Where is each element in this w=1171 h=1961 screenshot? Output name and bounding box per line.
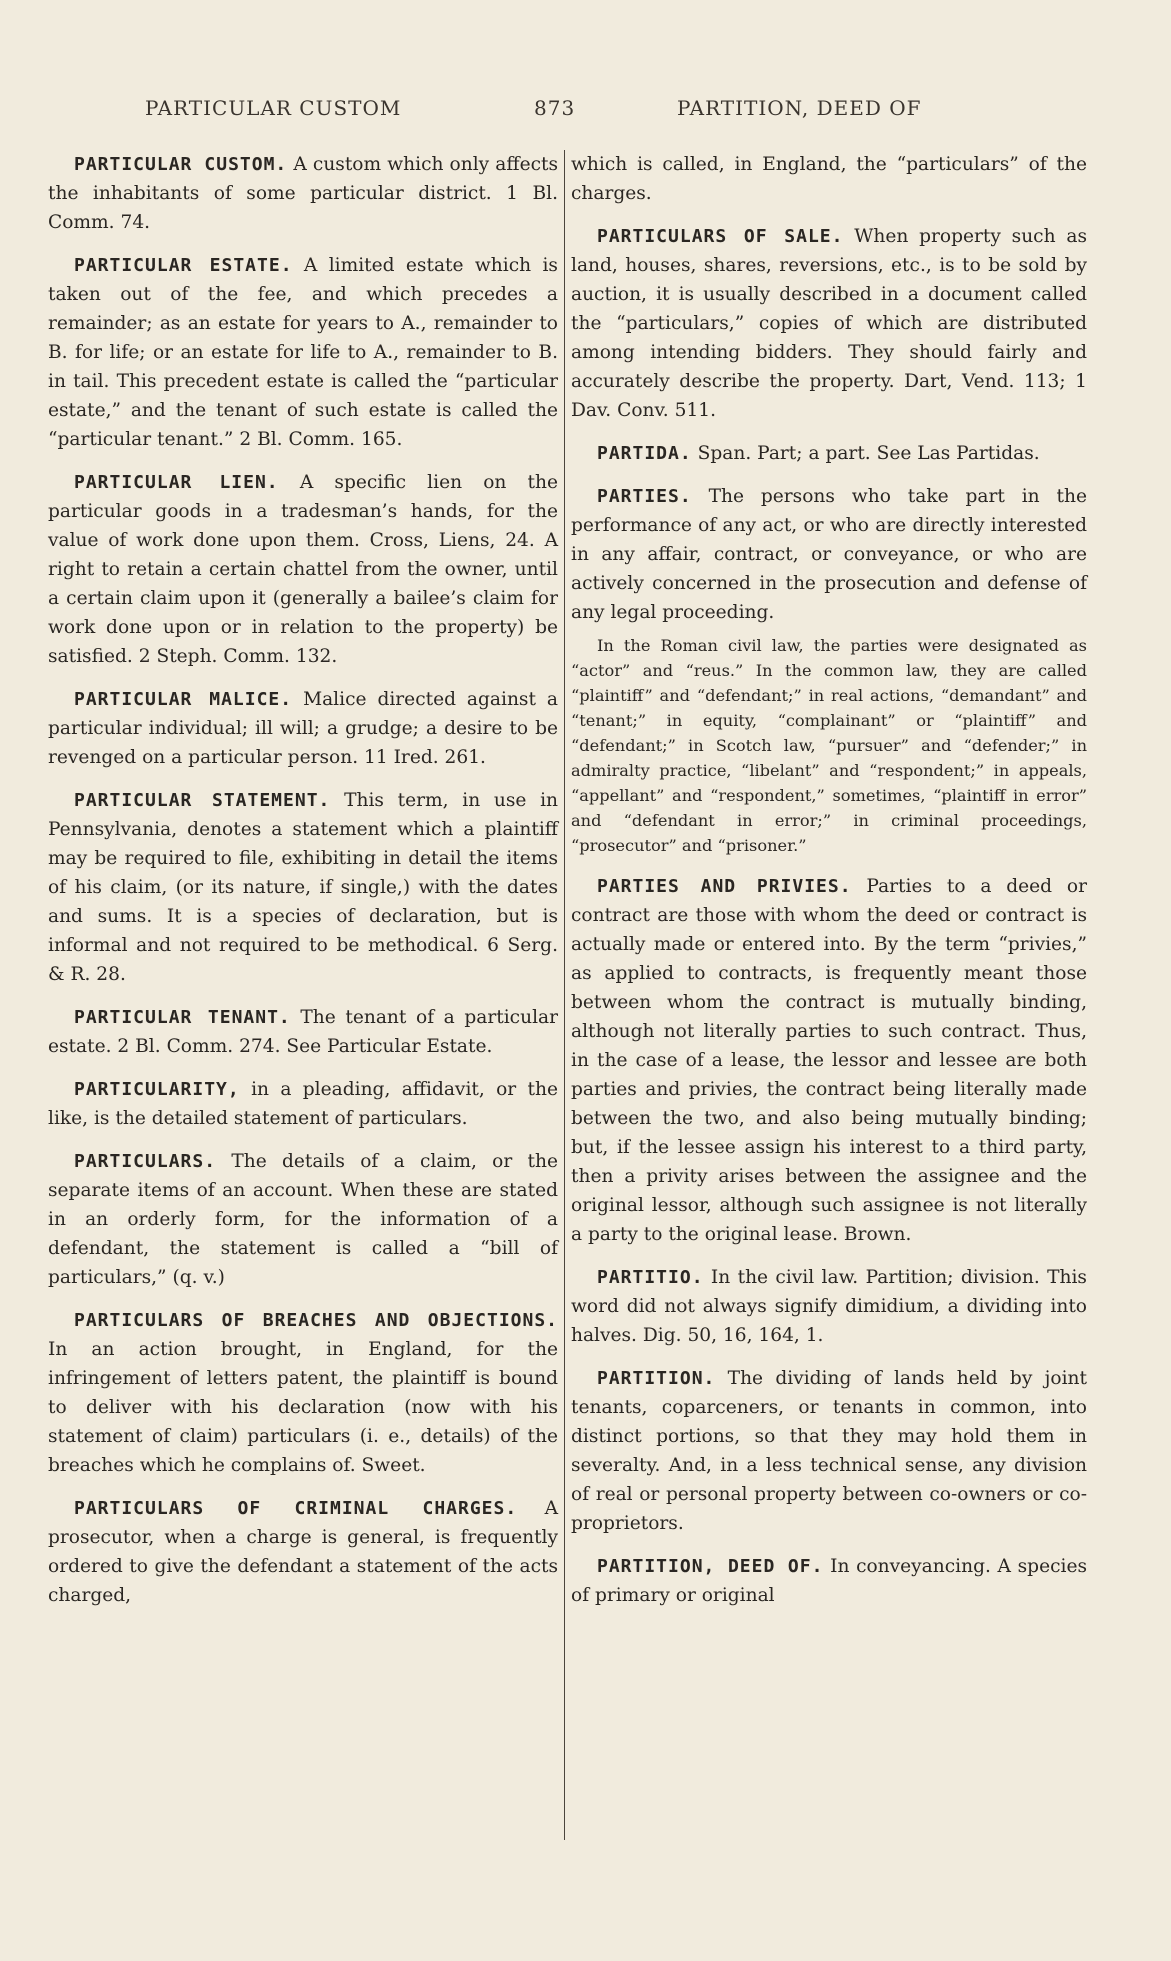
entry-headword: PARTITION, DEED OF.	[597, 1556, 824, 1577]
entry-text: The details of a claim, or the separate items of an account. When these are stated in an orderly form, for the information of a defendant, the statement is called a “bill of particulars,” (q. v.)	[48, 1151, 558, 1288]
entry	[571, 1364, 1087, 1538]
entry-headword: PARTICULAR TENANT.	[74, 1007, 291, 1028]
entry-text: When property such as land, houses, shares, reversions, etc., is to be sold by auction, it is usually described in a document called the “particulars,” copies of which are distributed among intending bidders. They should fairly and accurately describe the property. Dart, Vend. 113; 1 Dav. Conv. 511.	[571, 226, 1087, 421]
entry-headword: PARTICULARITY,	[74, 1079, 240, 1100]
entry-text: The dividing of lands held by joint tenants, coparceners, or tenants in common, into distinct portions, so that they may hold them in severalty. And, in a less technical sense, any division of real or personal property between co-owners or co-proprietors.	[571, 1368, 1087, 1534]
running-head-left: PARTICULAR CUSTOM	[145, 96, 402, 120]
entry	[48, 251, 558, 454]
entry	[571, 872, 1087, 1249]
entry-headword: PARTICULAR MALICE.	[74, 689, 293, 710]
entry-text: The tenant of a particular estate. 2 Bl. Comm. 274. See Particular Estate.	[48, 1007, 558, 1057]
entry	[571, 1263, 1087, 1350]
entry-headword: PARTICULARS OF CRIMINAL CHARGES.	[74, 1498, 518, 1519]
entry	[48, 786, 558, 989]
entry	[48, 1075, 558, 1133]
entry	[48, 150, 558, 237]
entry-headword: PARTIDA.	[597, 443, 692, 464]
entry-text: In conveyancing. A species of primary or original	[571, 1556, 1087, 1606]
entry-text: Malice directed against a particular individual; ill will; a grudge; a desire to be revenged on a particular person. 11 Ired. 261.	[48, 689, 558, 768]
entry-text: Parties to a deed or contract are those with whom the deed or contract is actually made or entered into. By the term “privies,” as applied to contracts, is frequently meant those between whom the contract is mutually binding, although not literally parties to such contract. Thus, in the case of a lease, the lessor and lessee are both parties and privies, the contract being literally made between the two, and also being mutually binding; but, if the lessee assign his interest to a third party, then a privity arises between the assignee and the original lessor, although such assignee is not literally a party to the original lease. Brown.	[571, 876, 1087, 1245]
entry	[571, 439, 1087, 468]
entry-headword: PARTITION.	[597, 1368, 716, 1389]
entry	[571, 482, 1087, 627]
entry-headword: PARTITIO.	[597, 1267, 704, 1288]
running-head-right: PARTITION, DEED OF	[677, 96, 922, 120]
entry	[571, 1552, 1087, 1610]
continuation-text: which is called, in England, the “particulars” of the charges.	[571, 154, 1087, 204]
entry-text: In the civil law. Partition; division. This word did not always signify dimidium, a dividing into halves. Dig. 50, 16, 164, 1.	[571, 1267, 1087, 1346]
entry-headword: PARTICULARS OF BREACHES AND OBJECTIONS.	[74, 1310, 558, 1331]
column-divider	[564, 150, 565, 1840]
entry	[571, 222, 1087, 425]
entry-text: This term, in use in Pennsylvania, denotes a statement which a plaintiff may be required to file, exhibiting in detail the items of his claim, (or its nature, if single,) with the dates and sums. It is a species of declaration, but is informal and not required to be methodical. 6 Serg. & R. 28.	[48, 790, 559, 985]
right-column	[571, 150, 1087, 1624]
entry	[48, 468, 558, 671]
entry-headword: PARTIES AND PRIVIES.	[597, 876, 852, 897]
entry-text: A custom which only affects the inhabitants of some particular district. 1 Bl. Comm. 74.	[48, 154, 558, 233]
entry-headword: PARTIES.	[597, 486, 692, 507]
page-number: 873	[534, 96, 576, 120]
entry	[48, 1147, 558, 1292]
entry-text: In an action brought, in England, for the infringement of letters patent, the plaintiff is bound to deliver with his declaration (now with his statement of claim) particulars (i. e., details) of the breaches which he complains of. Sweet.	[48, 1339, 558, 1476]
entry-headword: PARTICULAR CUSTOM.	[74, 154, 288, 175]
entry-text: The persons who take part in the performance of any act, or who are directly interested in any affair, contract, or conveyance, or who are actively concerned in the prosecution and defense of any legal proceeding.	[571, 486, 1087, 623]
entry-text: A prosecutor, when a charge is general, is frequently ordered to give the defendant a statement of the acts charged,	[48, 1498, 559, 1606]
entry-text: in a pleading, affidavit, or the like, is the detailed statement of particulars.	[48, 1079, 558, 1129]
entry-headword: PARTICULARS OF SALE.	[597, 226, 844, 247]
entry	[48, 1003, 558, 1061]
entry-headword: PARTICULAR LIEN.	[74, 472, 279, 493]
entry-headword: PARTICULAR ESTATE.	[74, 255, 293, 276]
note-text: In the Roman civil law, the parties were designated as “actor” and “reus.” In the common law, they are called “plaintiff” and “defendant;” in real actions, “demandant” and “tenant;” in equity, “complainant” or “plaintiff” and “defendant;” in Scotch law, “pursuer” and “defender;” in admiralty practice, “libelant” and “respondent;” in appeals, “appellant” and “respondent,” sometimes, “plaintiff in error” and “defendant in error;” in criminal proceedings, “prosecutor” and “prisoner.”	[571, 636, 1087, 855]
entry-text: A specific lien on the particular goods in a tradesman’s hands, for the value of work done upon them. Cross, Liens, 24. A right to retain a certain chattel from the owner, until a certain claim upon it (generally a bailee’s claim for work done upon or in relation to the property) be satisfied. 2 Steph. Comm. 132.	[48, 472, 558, 667]
entry	[48, 1494, 558, 1610]
entry-headword: PARTICULARS.	[74, 1151, 217, 1172]
left-column	[48, 150, 558, 1624]
entry-text: A limited estate which is taken out of the fee, and which precedes a remainder; as an estate for years to A., remainder to B. for life; or an estate for life to A., remainder to B. in tail. This precedent estate is called the “particular estate,” and the tenant of such estate is called the “particular tenant.” 2 Bl. Comm. 165.	[48, 255, 558, 450]
entry	[48, 685, 558, 772]
entry-headword: PARTICULAR STATEMENT.	[74, 790, 331, 811]
entry	[48, 1306, 558, 1480]
entry-text: Span. Part; a part. See Las Partidas.	[697, 443, 1040, 464]
